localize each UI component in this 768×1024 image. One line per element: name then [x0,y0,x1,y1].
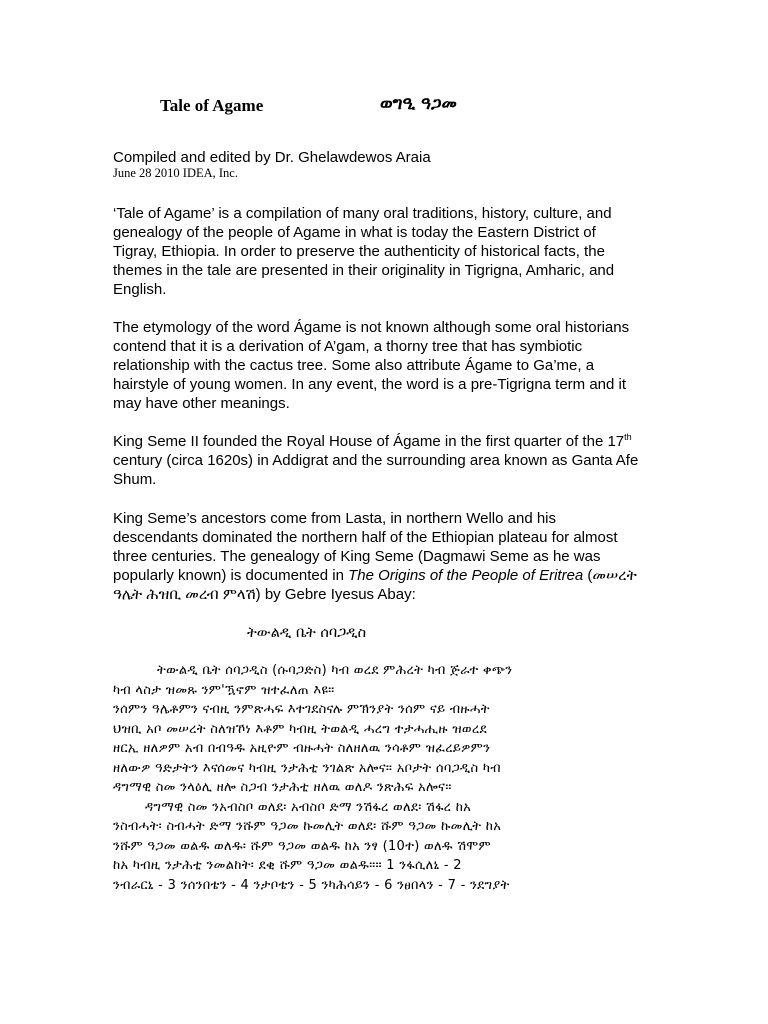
title-tigrigna: ወግዒ ዓጋመ [380,94,457,114]
p3-text-a: King Seme II founded the Royal House of Ágame in the first quarter of the 17 [113,433,625,450]
tigrigna-line: ካብ ላስታ ዝመጹ ንም'ዃኖም ዝተፈለጠ እዩ። [113,682,335,698]
p4-text-b: (መሠረት ዓሌት ሕዝቢ መረብ ምላሽ) by Gebre Iyesus Abay: [113,567,637,603]
tigrigna-line: ንስብሓት፡ ስብሓት ድማ ንሹም ዓጋመ ኩመሊት ወለደ፡ ሹም ዓጋመ ኩመሊት ከአ [113,819,502,834]
tigrigna-line: ዘለውዎ ዓድታትን እናሰመና ካብዚ ንታሕቲ ንገልጽ አሎና። አቦታት ሰባጋዲስ ካብ [113,760,501,776]
p4-book-title: The Origins of the People of Eritrea [348,567,584,584]
p3-text-b: century (circa 1620s) in Addigrat and the surrounding area known as Ganta Afe Shum. [113,452,639,488]
byline-compiled: Compiled and edited by Dr. Ghelawdewos Araia [113,149,431,166]
paragraph-royal-house [113,432,643,489]
tigrigna-line: ንሹም ዓጋመ ወልዱ ወለዱ፡ ሹም ዓጋመ ወልዱ ከአ ንፃ (10ተ) ወለዱ ሽሞም [113,838,491,854]
byline-date: June 28 2010 IDEA, Inc. [113,166,238,180]
title-english: Tale of Agame [160,96,264,115]
p4-text-a: King Seme’s ancestors come from Lasta, in northern Wello and his descendants dominated the northern half of the Ethiopian plateau for almost three centuries. The genealogy of King Seme (Dagmawi Seme as he was popularly known) is documented in [113,510,618,584]
tigrigna-line: ዳግማዊ ስመ ንአብስቦ ወለደ፡ አብስቦ ድማ ንሽፋረ ወለደ፡ ሽፋረ ከአ [145,799,472,815]
title-row [0,96,768,122]
tigrigna-line: ዳግማዊ ስመ ንላዕሊ ዘሎ ስጋብ ንታሕቲ ዘለዉ ወለዶ ንጽሕፍ አሎና። [113,780,452,795]
section-heading: ትውልዲ ቤት ሰባጋዲስ [247,625,367,641]
tigrigna-line: ከአ ካብዚ ንታሕቲ ንመልከት፡ ደቂ ሹም ዓጋመ ወልዱ።። 1 ንፋሲለኒ - 2 [113,858,462,873]
paragraph-ancestors [113,509,643,604]
paragraph-intro: ‘Tale of Agame’ is a compilation of many oral traditions, history, culture, and genealogy of the people of Agame in what is today the Eastern District of Tigray, Ethiopia. In order to preserve the authenticity of historical facts, the themes in the tale are presented in their originality in Tigrigna, Amharic, and English. [113,205,615,298]
tigrigna-line: ንብራርኒ - 3 ንሰንበቴን - 4 ንታቦቴን - 5 ንካሕሳይን - 6 ንፀበላን - 7 - ንደግያት [113,877,510,893]
tigrigna-line: ህዝቢ አቦ መሠረት ስለዝኾነ እቶም ካብዚ ትወልዲ ሓረግ ተታሓሒዙ ዝወረደ [113,721,487,737]
tigrigna-line: ንሰምን ዓሌቶምን ናብዚ ንምጽሓፍ እተገደስናሉ ምኽንያት ንሰም ናይ ብዙሓት [113,702,490,717]
paragraph-etymology: The etymology of the word Ágame is not known although some oral historians contend that it is a derivation of A’gam, a thorny tree that has symbiotic relationship with the cactus tree. Some also attribute Ágame to Ga’me, a hairstyle of young women. In any event, the word is a pre-Tigrigna term and it may have other meanings. [113,319,630,412]
tigrigna-line: ዘርኢ ዘለዎም አብ በብዓዱ አዚዮም ብዙሓት ስለዘለዉ ንሳቶም ዝፈረይዎምን [113,741,491,756]
tigrigna-line: ትውልዲ ቤት ሰባጋዲስ (ሱባጋድስ) ካብ ወረደ ምሕረት ካብ ጅራተ ቀጭን [157,663,513,678]
p3-superscript: th [624,432,632,442]
tigrigna-body [113,661,673,895]
